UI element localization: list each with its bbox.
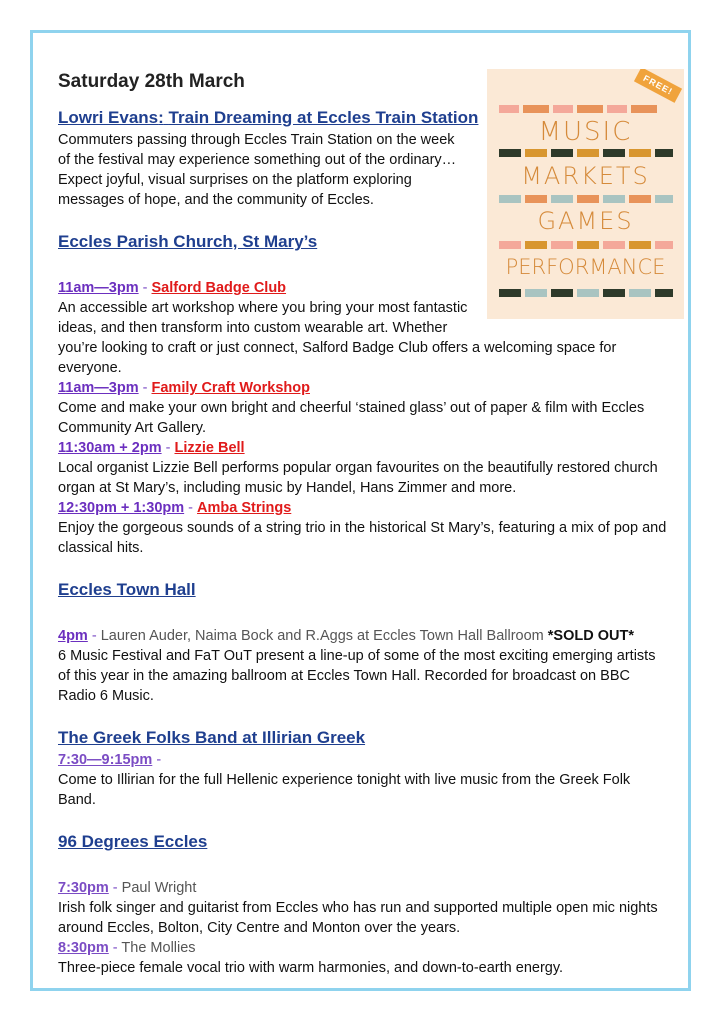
event-time-link[interactable]: 4pm: [58, 628, 88, 644]
degrees-event-2: [58, 938, 668, 958]
free-badge: FREE!: [634, 69, 682, 103]
event-separator: -: [138, 380, 152, 396]
degrees-event-1-desc: Irish folk singer and guitarist from Eccles who has run and supported multiple open mic nights around Eccles, Bolton, City Centre and Monton over the years.: [58, 900, 658, 936]
poster-line-music: MUSIC: [538, 117, 633, 147]
lowri-separator: :: [158, 108, 164, 127]
degrees-heading[interactable]: 96 Degrees Eccles: [58, 832, 208, 851]
event-time-link[interactable]: 11am—3pm: [58, 280, 139, 296]
event-separator: -: [108, 880, 122, 896]
poster-line-games: GAMES: [537, 207, 634, 235]
sold-out-label: *SOLD OUT*: [547, 628, 634, 644]
lowri-name-link[interactable]: Lowri Evans: [58, 108, 159, 127]
event-time-link[interactable]: 11am—3pm: [58, 380, 139, 396]
event-time-link[interactable]: 8:30pm: [58, 940, 109, 956]
event-time-link[interactable]: 11:30am + 2pm: [58, 440, 162, 456]
event-time-link[interactable]: 7:30—9:15pm: [58, 752, 153, 768]
page-title: Saturday 28th March: [58, 71, 245, 92]
church-event-4-desc: Enjoy the gorgeous sounds of a string trio in the historical St Mary’s, featuring a mix of pop and classical hits.: [58, 520, 667, 556]
church-event-1: [58, 278, 668, 298]
event-time-link[interactable]: 12:30pm + 1:30pm: [58, 500, 185, 516]
event-separator: -: [184, 500, 198, 516]
townhall-heading[interactable]: Eccles Town Hall: [58, 580, 196, 599]
event-separator: -: [108, 940, 122, 956]
event-separator: -: [87, 628, 101, 644]
event-time-link[interactable]: 7:30pm: [58, 880, 109, 896]
event-name-link[interactable]: Salford Badge Club: [151, 280, 287, 296]
lowri-heading: [58, 106, 668, 130]
performer-name: Paul Wright: [121, 880, 197, 896]
poster-line-performance: PERFORMANCE: [505, 255, 666, 279]
church-heading[interactable]: Eccles Parish Church, St Mary’s: [58, 232, 318, 251]
degrees-event-2-desc: Three-piece female vocal trio with warm harmonies, and down-to-earth energy.: [58, 960, 564, 976]
event-name-link[interactable]: Lizzie Bell: [174, 440, 245, 456]
greek-heading[interactable]: The Greek Folks Band at Illirian Greek: [58, 728, 366, 747]
greek-event: [58, 750, 668, 770]
poster-line-markets: MARKETS: [521, 162, 650, 190]
townhall-desc: 6 Music Festival and FaT OuT present a line-up of some of the most exciting emerging artists of this year in the amazing ballroom at Eccles Town Hall. Recorded for broadcast on BBC Radio 6 Music.: [58, 648, 656, 704]
degrees-event-1: [58, 878, 668, 898]
event-separator: -: [161, 440, 175, 456]
church-event-3-desc: Local organist Lizzie Bell performs popular organ favourites on the beautifully restored church organ at St Mary’s, including music by Handel, Hans Zimmer and more.: [58, 460, 658, 496]
event-separator: -: [138, 280, 152, 296]
townhall-lineup: Lauren Auder, Naima Bock and R.Aggs at Eccles Town Hall Ballroom: [100, 628, 548, 644]
event-separator: -: [152, 752, 162, 768]
church-event-1-desc: An accessible art workshop where you bring your most fantastic ideas, and then transform into custom wearable art. Whether: [58, 300, 468, 336]
lowri-description: Commuters passing through Eccles Train Station on the week of the festival may experience something out of the ordinary… Expect joyful, visual surprises on the platform exploring messages of hope, and the community of Eccles.: [58, 132, 457, 208]
event-name-link[interactable]: Family Craft Workshop: [151, 380, 310, 396]
church-event-2-desc: Come and make your own bright and cheerful ‘stained glass’ out of paper & film with Eccles Community Art Gallery.: [58, 400, 645, 436]
church-event-2: [58, 378, 668, 398]
church-event-4: [58, 498, 668, 518]
lowri-title-link[interactable]: Train Dreaming at Eccles Train Station: [168, 108, 479, 127]
church-event-1-desc-cont: you’re looking to craft or just connect, Salford Badge Club offers a welcoming space for everyone.: [58, 340, 617, 376]
townhall-event: [58, 626, 668, 646]
greek-desc: Come to Illirian for the full Hellenic experience tonight with live music from the Greek Folk Band.: [58, 772, 631, 808]
event-name-link[interactable]: Amba Strings: [197, 500, 292, 516]
schedule-content: [58, 68, 668, 978]
performer-name: The Mollies: [121, 940, 196, 956]
church-event-3: [58, 438, 668, 458]
